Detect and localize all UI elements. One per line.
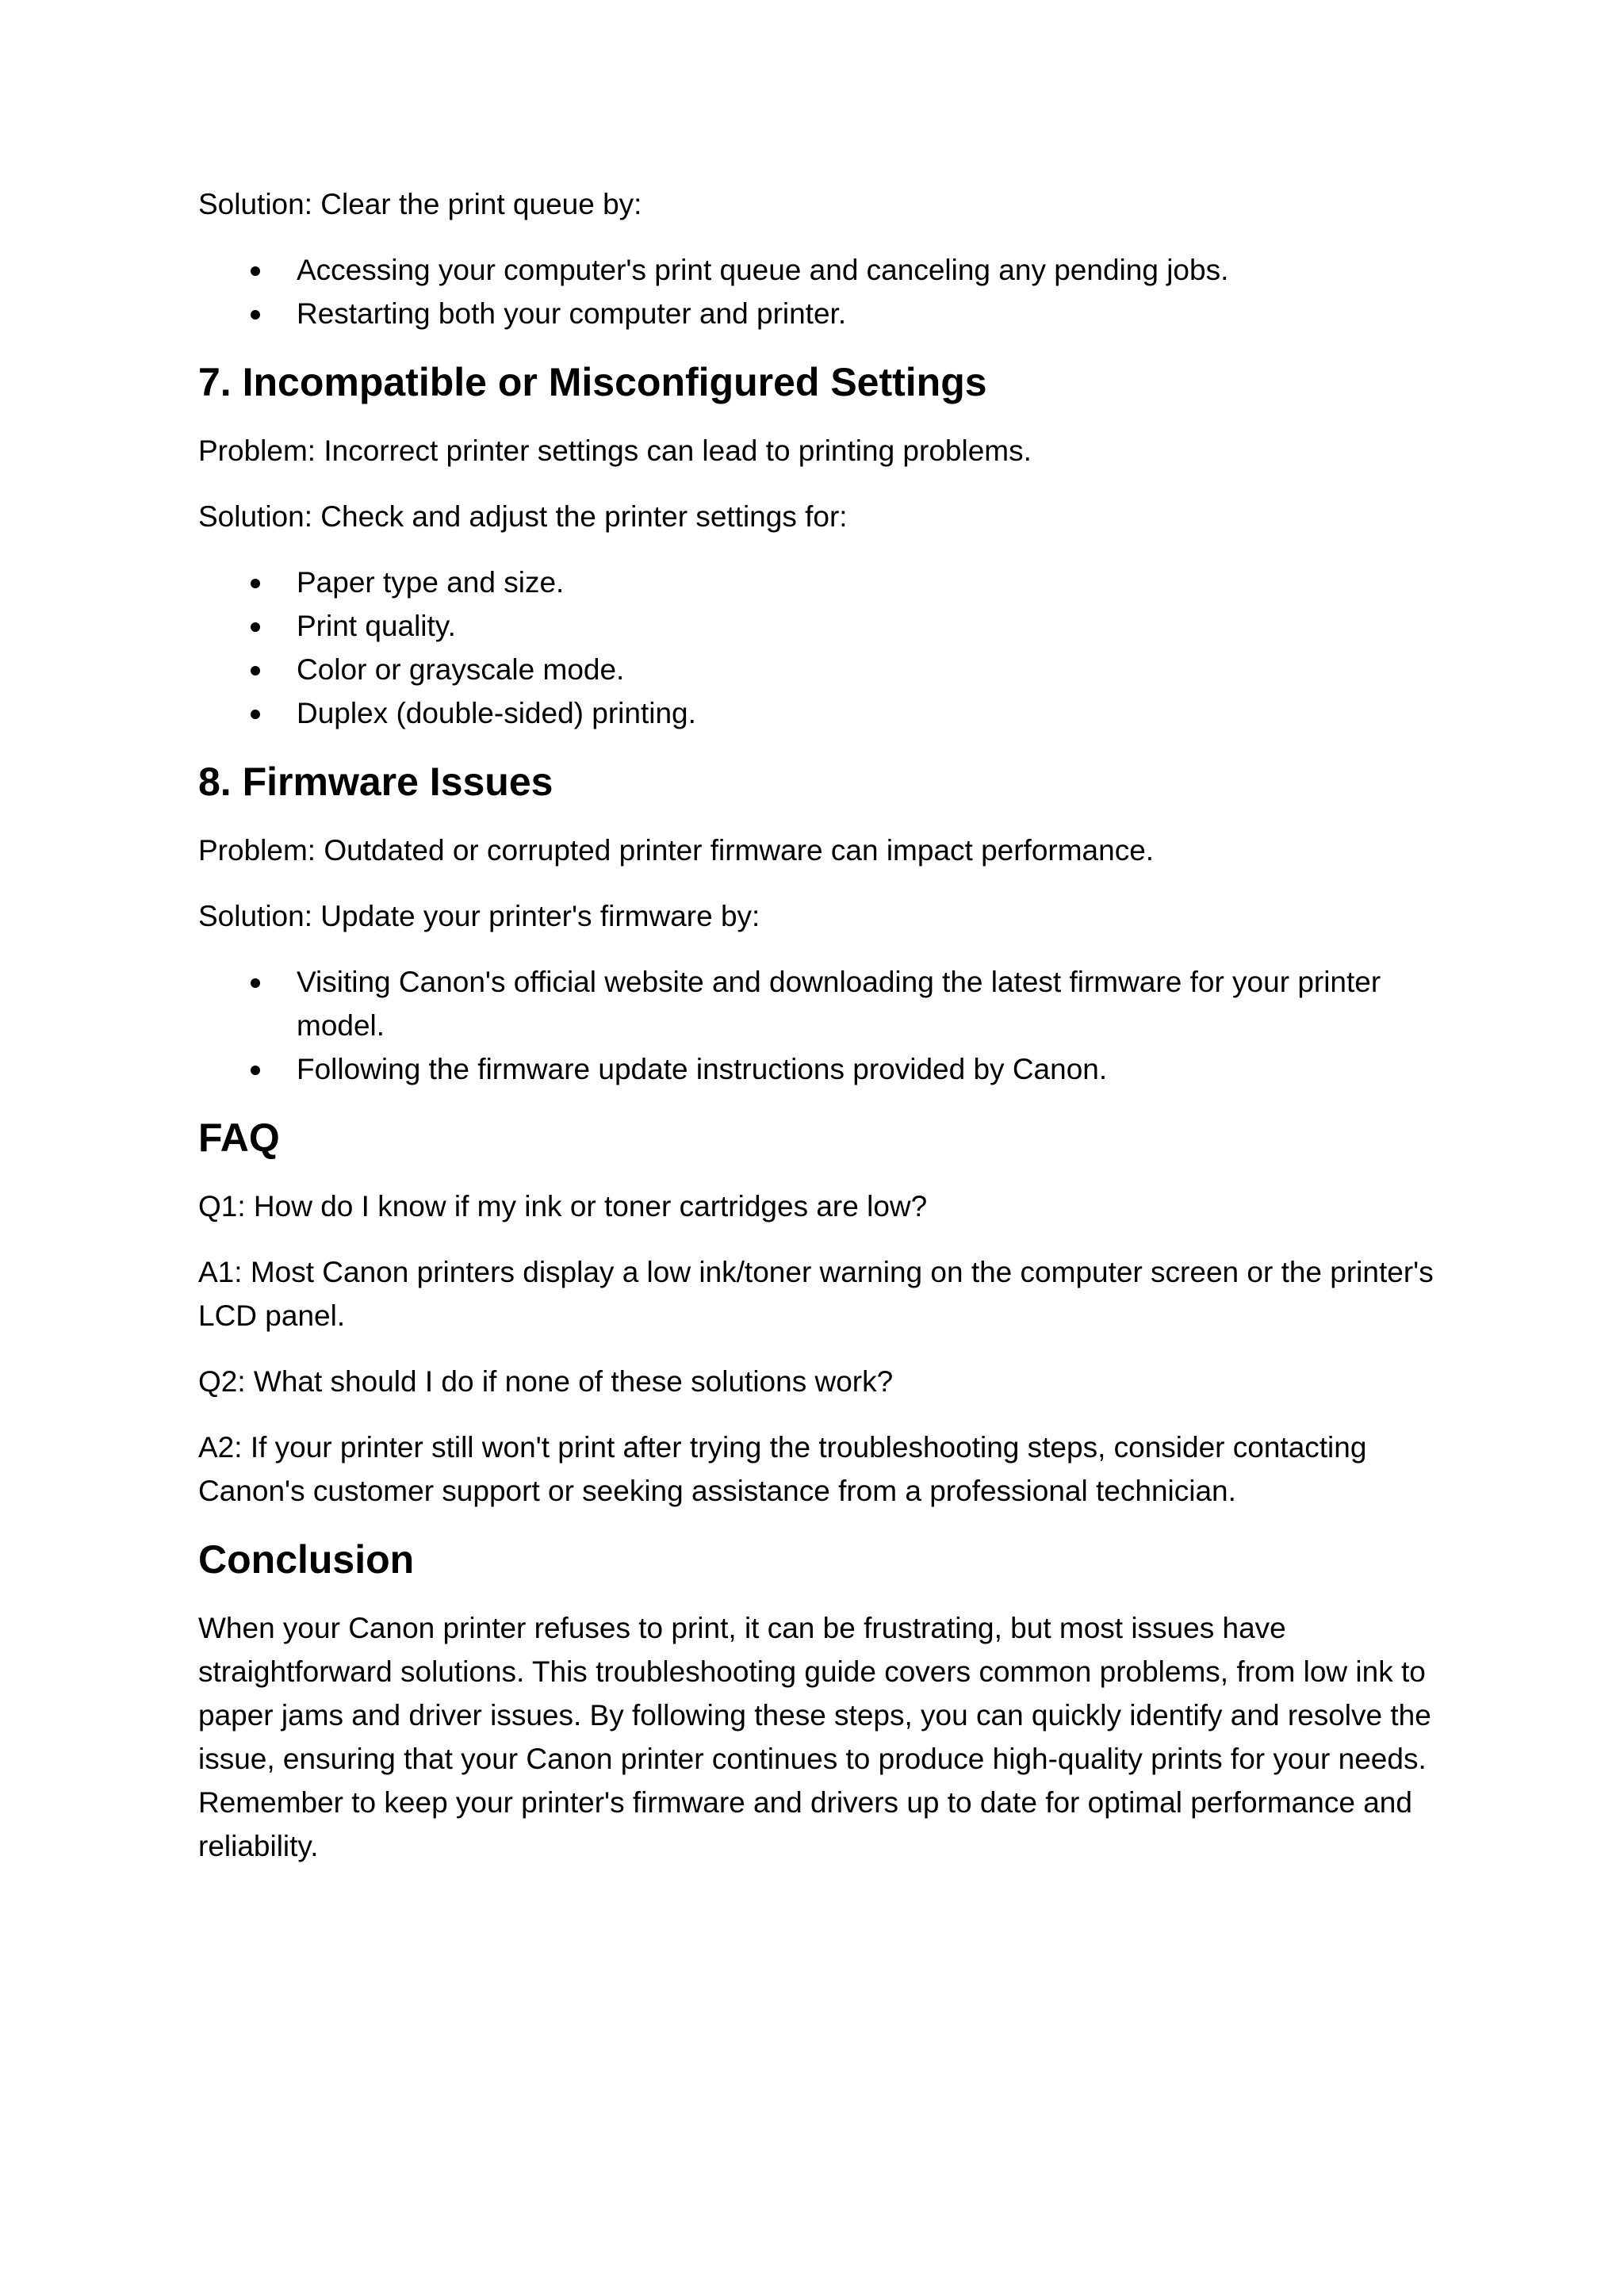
faq-heading: FAQ — [198, 1115, 280, 1160]
bullet-icon — [251, 579, 260, 588]
print-queue-solution: Solution: Clear the print queue by: — [198, 188, 642, 220]
section-7-solution: Solution: Check and adjust the printer settings for: — [198, 500, 848, 533]
section-8-solution: Solution: Update your printer's firmware by: — [198, 900, 760, 932]
list-item: Restarting both your computer and printer. — [198, 292, 1451, 335]
list-item: Duplex (double-sided) printing. — [198, 691, 1451, 735]
bullet-icon — [251, 310, 260, 320]
bullet-icon — [251, 622, 260, 632]
list-item: Accessing your computer's print queue and canceling any pending jobs. — [198, 248, 1451, 292]
bullet-icon — [251, 978, 260, 988]
faq-answer-1: A1: Most Canon printers display a low ink/toner warning on the computer screen or the printer's LCD panel. — [198, 1256, 1434, 1332]
settings-list — [198, 561, 1451, 735]
bullet-icon — [251, 710, 260, 719]
list-item: Color or grayscale mode. — [198, 648, 1451, 691]
list-item: Print quality. — [198, 604, 1451, 648]
bullet-icon — [251, 666, 260, 675]
faq-question-2: Q2: What should I do if none of these solutions work? — [198, 1365, 894, 1398]
bullet-icon — [251, 266, 260, 276]
list-item: Following the firmware update instructions provided by Canon. — [198, 1047, 1451, 1091]
section-7-problem: Problem: Incorrect printer settings can lead to printing problems. — [198, 434, 1032, 467]
firmware-steps — [198, 960, 1451, 1091]
section-8-heading: 8. Firmware Issues — [198, 760, 553, 804]
conclusion-text: When your Canon printer refuses to print, it can be frustrating, but most issues have straightforward solutions. This troubleshooting guide covers common problems, from low ink to paper jams and driver issues. By following these steps, you can quickly identify and resolve the issue, ensuring that your Canon printer continues to produce high-quality prints for your needs. Remember to keep your printer's firmware and drivers up to date for optimal performance and reliability. — [198, 1612, 1431, 1862]
print-queue-steps — [198, 248, 1451, 335]
section-7-heading: 7. Incompatible or Misconfigured Settings — [198, 360, 987, 404]
document-page — [198, 182, 1451, 1890]
section-8-problem: Problem: Outdated or corrupted printer firmware can impact performance. — [198, 834, 1155, 867]
bullet-icon — [251, 1066, 260, 1075]
faq-answer-2: A2: If your printer still won't print after trying the troubleshooting steps, consider contacting Canon's customer support or seeking assistance from a professional technician. — [198, 1431, 1367, 1507]
list-item: Paper type and size. — [198, 561, 1451, 604]
conclusion-heading: Conclusion — [198, 1537, 415, 1582]
list-item: Visiting Canon's official website and downloading the latest firmware for your printer model. — [198, 960, 1451, 1047]
faq-question-1: Q1: How do I know if my ink or toner cartridges are low? — [198, 1190, 928, 1223]
